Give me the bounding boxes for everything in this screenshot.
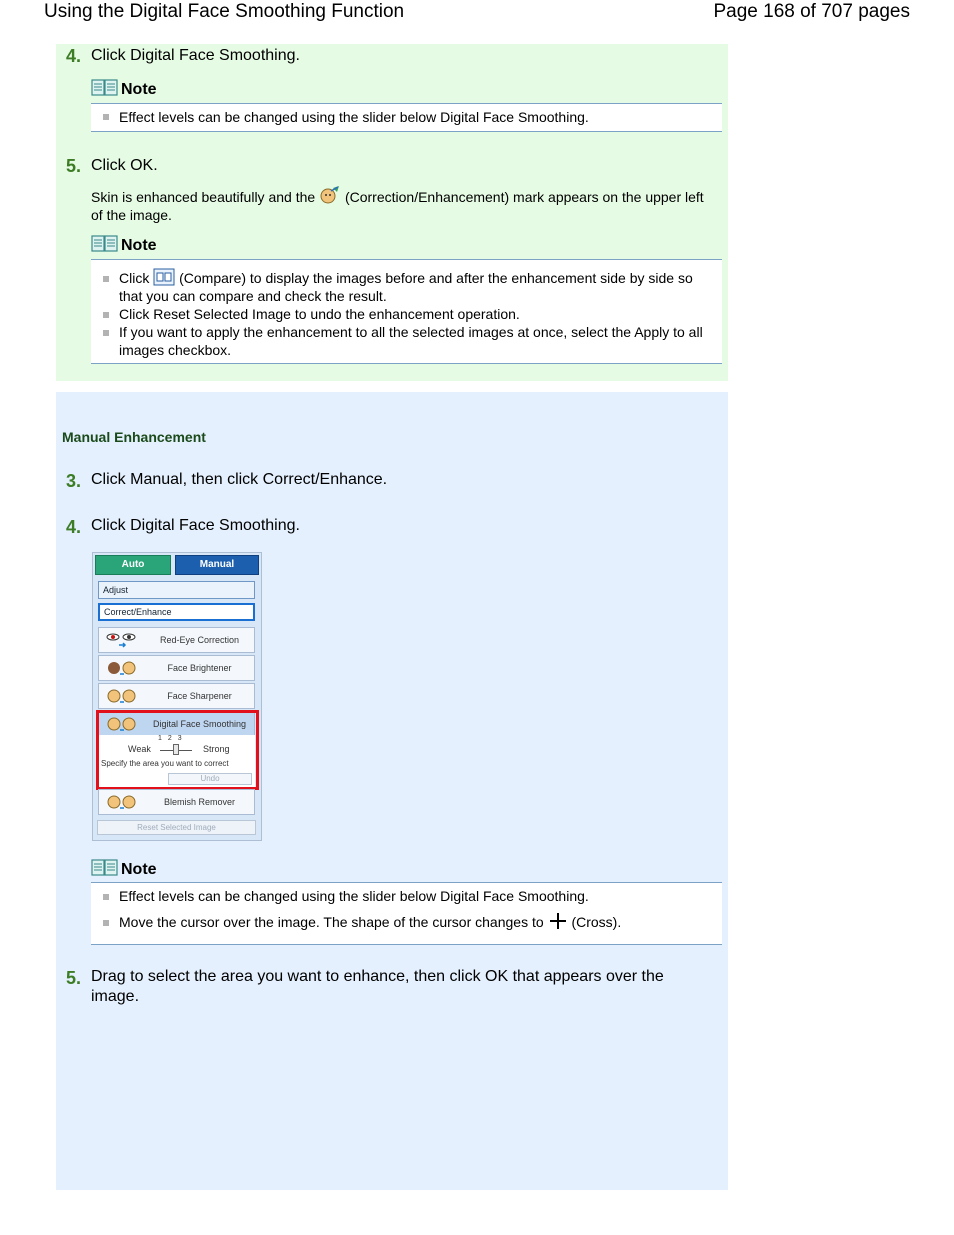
note-item-text: (Compare) to display the images before and after the enhancement side by side so that you can compare and check the result. — [119, 270, 693, 304]
step-body — [91, 185, 716, 224]
note-body — [91, 103, 722, 132]
face-icon — [105, 659, 139, 679]
note-item — [119, 912, 715, 931]
step-text: Click Manual, then click Correct/Enhance. — [91, 471, 388, 488]
step-number: 4. — [66, 46, 82, 66]
note-item-text: Click — [119, 270, 150, 286]
highlight-frame — [96, 710, 259, 790]
bullet — [103, 330, 109, 336]
cross-cursor-icon — [548, 912, 568, 930]
note-body — [91, 882, 722, 945]
step-text: Click Digital Face Smoothing. — [91, 517, 300, 534]
face-sharpener-button[interactable] — [98, 683, 255, 709]
note-item: Click Reset Selected Image to undo the enhancement operation. — [119, 306, 520, 322]
page-title: Using the Digital Face Smoothing Function — [44, 1, 405, 22]
adjust-button[interactable]: Adjust — [98, 581, 255, 599]
eye-icon — [105, 631, 139, 651]
note-body — [91, 259, 722, 364]
page-number: Page 168 of 707 pages — [713, 1, 910, 22]
green-section — [56, 44, 728, 381]
section-title: Manual Enhancement — [62, 429, 206, 445]
note-box — [91, 858, 722, 946]
note-book-icon — [91, 858, 119, 878]
note-item-text: Move the cursor over the image. The shape of the cursor changes to — [119, 914, 544, 930]
note-book-icon — [91, 234, 119, 254]
bullet — [103, 312, 109, 318]
slider-strong-label: Strong — [203, 744, 230, 754]
specify-area-text: Specify the area you want to correct — [101, 759, 229, 768]
page-header — [0, 0, 954, 30]
bullet — [103, 894, 109, 900]
note-box — [91, 234, 722, 364]
note-box — [91, 78, 722, 132]
slider-levels: 123 — [158, 735, 188, 742]
note-item: Effect levels can be changed using the slider below Digital Face Smoothing. — [119, 109, 589, 125]
bullet — [103, 114, 109, 120]
step-body-text: Skin is enhanced beautifully and the — [91, 189, 316, 205]
step-number: 4. — [66, 517, 82, 537]
tab-manual[interactable]: Manual — [175, 555, 259, 575]
note-label: Note — [121, 237, 157, 254]
step-body-text: (Correction/Enhancement) mark appears on the upper left of the image. — [91, 189, 704, 223]
red-eye-correction-button[interactable] — [98, 627, 255, 653]
undo-button[interactable]: Undo — [168, 773, 252, 785]
note-label: Note — [121, 81, 157, 98]
slider-weak-label: Weak — [128, 744, 151, 754]
bullet — [103, 920, 109, 926]
note-item — [119, 268, 715, 305]
correct-enhance-button[interactable]: Correct/Enhance — [98, 603, 255, 621]
step-text: Drag to select the area you want to enhance, then click OK that appears over the image. — [91, 968, 664, 1005]
compare-icon[interactable] — [153, 268, 175, 286]
correct-enhance-panel — [92, 552, 262, 841]
step-number: 5. — [66, 156, 82, 176]
reset-selected-image-button[interactable]: Reset Selected Image — [97, 820, 256, 835]
blemish-remover-button[interactable] — [98, 789, 255, 815]
note-book-icon — [91, 78, 119, 98]
note-item-text: (Cross). — [571, 914, 622, 930]
step-text: Click OK. — [91, 157, 158, 174]
face-icon — [105, 793, 139, 813]
tool-label: Face Sharpener — [167, 691, 232, 701]
note-label: Note — [121, 861, 157, 878]
bullet — [103, 276, 109, 282]
tool-label: Digital Face Smoothing — [152, 719, 247, 729]
face-brightener-button[interactable] — [98, 655, 255, 681]
tool-label: Blemish Remover — [163, 797, 236, 807]
face-icon — [105, 687, 139, 707]
tool-label: Face Brightener — [167, 663, 232, 673]
note-item: Effect levels can be changed using the slider below Digital Face Smoothing. — [119, 888, 589, 904]
step-number: 3. — [66, 471, 82, 491]
step-number: 5. — [66, 968, 82, 988]
tab-auto[interactable]: Auto — [95, 555, 171, 575]
blue-section — [56, 392, 728, 1190]
correction-enhancement-mark-icon — [319, 185, 341, 205]
step-text: Click Digital Face Smoothing. — [91, 47, 300, 64]
note-item: If you want to apply the enhancement to all the selected images at once, select the Apply to all images checkbox. — [119, 324, 703, 358]
tool-label: Red-Eye Correction — [159, 635, 240, 645]
